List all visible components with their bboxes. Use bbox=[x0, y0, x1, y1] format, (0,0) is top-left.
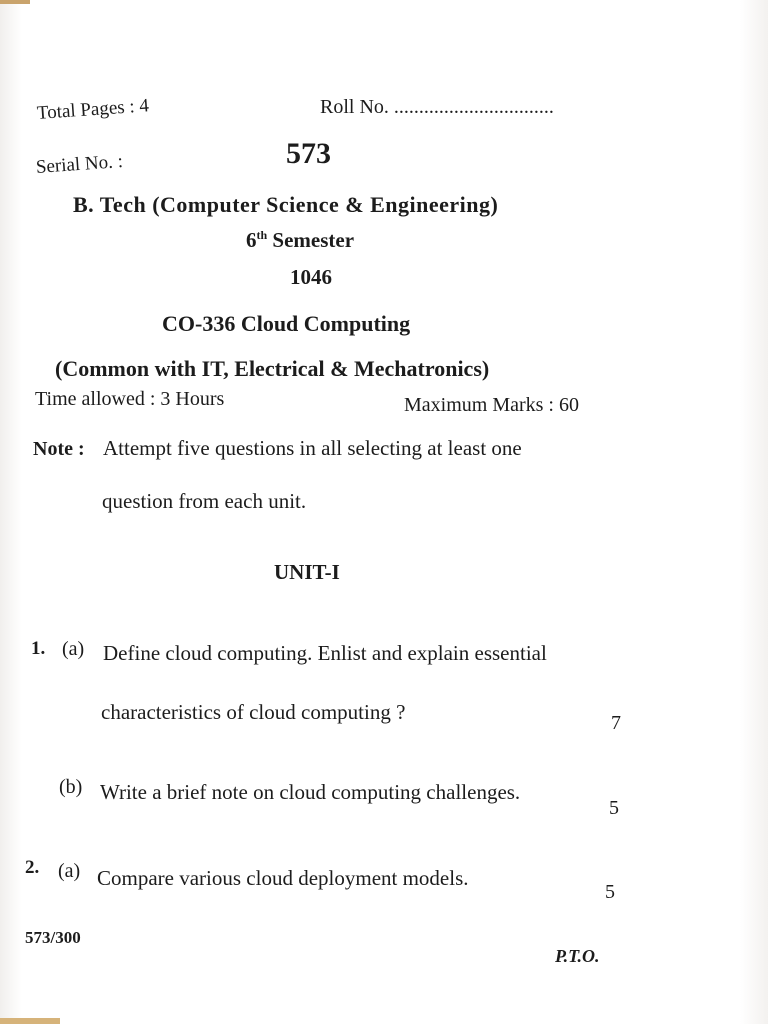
course-title: CO-336 Cloud Computing bbox=[162, 311, 411, 336]
question-text: Define cloud computing. Enlist and explain essential bbox=[103, 641, 547, 665]
serial-no-label: Serial No. : bbox=[35, 150, 124, 178]
paper-edge-top bbox=[0, 0, 30, 4]
question-text: Compare various cloud deployment models. bbox=[97, 866, 469, 890]
question-marks: 5 bbox=[609, 797, 619, 819]
program-title: B. Tech (Computer Science & Engineering) bbox=[73, 192, 499, 217]
note-text-line-1: Attempt five questions in all selecting at least one bbox=[103, 436, 522, 460]
question-marks: 7 bbox=[611, 712, 621, 734]
roll-no-field: Roll No. ................................ bbox=[320, 96, 554, 118]
question-marks: 5 bbox=[605, 881, 615, 903]
maximum-marks: Maximum Marks : 60 bbox=[404, 394, 579, 416]
footer-paper-code: 573/300 bbox=[25, 928, 81, 947]
note-label: Note : bbox=[33, 438, 85, 460]
note-text-line-2: question from each unit. bbox=[102, 489, 307, 513]
time-allowed: Time allowed : 3 Hours bbox=[35, 388, 225, 410]
unit-heading: UNIT-I bbox=[274, 560, 340, 584]
question-number: 1. bbox=[31, 638, 46, 659]
total-pages: Total Pages : 4 bbox=[36, 95, 150, 124]
please-turn-over: P.T.O. bbox=[555, 946, 600, 966]
paper-edge-bottom bbox=[0, 1018, 60, 1024]
common-with: (Common with IT, Electrical & Mechatronics) bbox=[55, 356, 490, 381]
question-text: Write a brief note on cloud computing challenges. bbox=[100, 780, 521, 804]
question-part-label: (b) bbox=[59, 776, 83, 798]
semester-word: Semester bbox=[267, 228, 355, 252]
question-part-label: (a) bbox=[58, 860, 81, 882]
serial-number: 573 bbox=[286, 137, 331, 170]
semester-number: 6 bbox=[246, 228, 257, 252]
question-text: characteristics of cloud computing ? bbox=[101, 700, 406, 724]
question-part-label: (a) bbox=[62, 638, 85, 660]
semester bbox=[246, 228, 354, 253]
paper-code: 1046 bbox=[290, 265, 332, 289]
semester-suffix: th bbox=[256, 228, 268, 242]
question-number: 2. bbox=[25, 857, 40, 878]
